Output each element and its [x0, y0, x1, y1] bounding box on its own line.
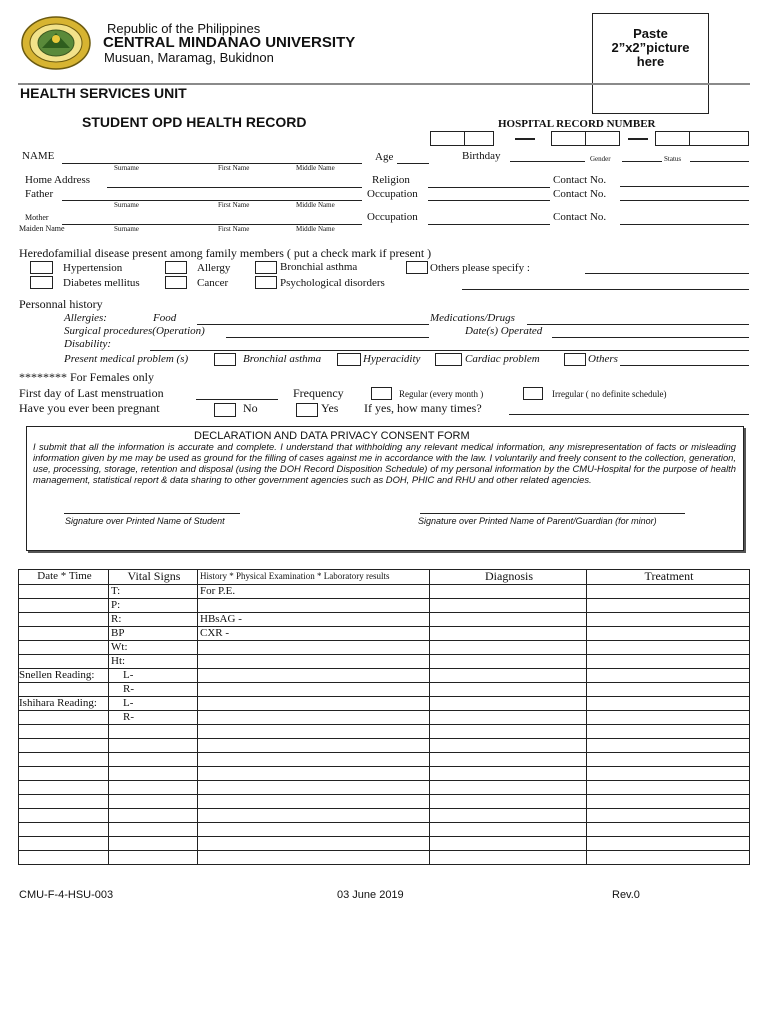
- birthday-field[interactable]: [510, 161, 585, 162]
- table-cell[interactable]: [587, 739, 750, 753]
- checkbox-others[interactable]: [406, 261, 428, 274]
- form-rev: Rev.0: [612, 889, 640, 901]
- checkbox-allergy[interactable]: [165, 261, 187, 274]
- table-row: [19, 683, 750, 697]
- checkbox-regular[interactable]: [371, 387, 392, 400]
- table-cell[interactable]: For P.E.: [198, 585, 430, 599]
- hrn-box-3[interactable]: [551, 131, 586, 146]
- table-cell[interactable]: [198, 837, 430, 851]
- table-row: [19, 711, 750, 725]
- table-cell[interactable]: [587, 683, 750, 697]
- table-cell[interactable]: [430, 683, 587, 697]
- home-address-field[interactable]: [107, 187, 362, 188]
- table-cell[interactable]: [430, 697, 587, 711]
- table-row: [19, 585, 750, 599]
- table-cell[interactable]: [587, 711, 750, 725]
- table-cell[interactable]: [19, 781, 109, 795]
- table-row: [19, 837, 750, 851]
- table-cell[interactable]: [198, 809, 430, 823]
- table-cell[interactable]: [19, 641, 109, 655]
- table-cell[interactable]: [19, 837, 109, 851]
- table-cell[interactable]: [430, 669, 587, 683]
- maiden-label: Maiden Name: [19, 224, 65, 233]
- table-row: [19, 627, 750, 641]
- checkbox-psych[interactable]: [255, 276, 277, 289]
- table-cell[interactable]: [198, 599, 430, 613]
- table-cell[interactable]: [198, 669, 430, 683]
- table-cell[interactable]: [198, 641, 430, 655]
- table-cell[interactable]: [587, 627, 750, 641]
- table-row: [19, 669, 750, 683]
- contact-label-2: Contact No.: [553, 188, 607, 200]
- table-cell[interactable]: [19, 711, 109, 725]
- table-cell[interactable]: Ht:: [109, 655, 198, 669]
- table-cell[interactable]: R:: [109, 613, 198, 627]
- table-cell[interactable]: [109, 795, 198, 809]
- table-cell[interactable]: R-: [109, 711, 198, 725]
- table-cell[interactable]: [587, 767, 750, 781]
- table-cell[interactable]: [198, 753, 430, 767]
- table-row: [19, 795, 750, 809]
- table-cell[interactable]: [587, 725, 750, 739]
- hrn-box-1[interactable]: [430, 131, 465, 146]
- table-cell[interactable]: [430, 613, 587, 627]
- table-row: [19, 697, 750, 711]
- gender-label: Gender: [590, 155, 611, 163]
- father-occupation-field[interactable]: [428, 200, 550, 201]
- table-cell[interactable]: [198, 781, 430, 795]
- table-row: [19, 753, 750, 767]
- table-cell[interactable]: [109, 753, 198, 767]
- table-cell[interactable]: T:: [109, 585, 198, 599]
- table-cell[interactable]: [198, 795, 430, 809]
- hrn-box-6[interactable]: [689, 131, 749, 146]
- table-cell[interactable]: [587, 655, 750, 669]
- birthday-label: Birthday: [462, 150, 501, 162]
- table-cell[interactable]: [19, 809, 109, 823]
- table-cell[interactable]: L-: [109, 697, 198, 711]
- mother-occupation-label: Occupation: [367, 211, 418, 223]
- table-cell[interactable]: [19, 753, 109, 767]
- table-row: [19, 851, 750, 865]
- table-cell[interactable]: [198, 655, 430, 669]
- table-cell[interactable]: Wt:: [109, 641, 198, 655]
- table-cell[interactable]: [109, 837, 198, 851]
- table-cell[interactable]: HBsAG -: [198, 613, 430, 627]
- table-cell[interactable]: [198, 767, 430, 781]
- checkbox-problem-others[interactable]: [564, 353, 586, 366]
- parent-signature-line[interactable]: [420, 513, 685, 514]
- father-label: Father: [25, 188, 54, 200]
- checkbox-problem-hyperacidity[interactable]: [337, 353, 361, 366]
- photo-box-label: Paste 2”x2”picture here: [611, 26, 690, 69]
- table-cell[interactable]: [198, 725, 430, 739]
- gender-field[interactable]: [622, 161, 662, 162]
- table-cell[interactable]: [198, 683, 430, 697]
- table-cell[interactable]: [198, 697, 430, 711]
- table-row: [19, 725, 750, 739]
- table-cell[interactable]: Snellen Reading:: [19, 669, 109, 683]
- females-title: ******** For Females only: [19, 370, 154, 384]
- table-cell[interactable]: [198, 823, 430, 837]
- table-cell[interactable]: [430, 795, 587, 809]
- unit-title: HEALTH SERVICES UNIT: [20, 85, 187, 101]
- table-row: [19, 809, 750, 823]
- table-cell[interactable]: [109, 767, 198, 781]
- table-row: [19, 655, 750, 669]
- home-address-label: Home Address: [25, 174, 91, 186]
- contact-field-1[interactable]: [620, 186, 749, 187]
- how-many-label: If yes, how many times?: [364, 401, 482, 415]
- table-cell[interactable]: [587, 753, 750, 767]
- table-cell[interactable]: CXR -: [198, 627, 430, 641]
- university-name: CENTRAL MINDANAO UNIVERSITY: [103, 34, 356, 51]
- table-cell[interactable]: [19, 627, 109, 641]
- contact-label-1: Contact No.: [553, 174, 607, 186]
- table-row: [19, 613, 750, 627]
- table-cell[interactable]: [19, 683, 109, 697]
- table-cell[interactable]: [587, 641, 750, 655]
- form-title: STUDENT OPD HEALTH RECORD: [82, 114, 307, 130]
- problem-others-field[interactable]: [620, 365, 749, 366]
- table-cell[interactable]: [430, 725, 587, 739]
- table-cell[interactable]: [587, 599, 750, 613]
- university-address: Musuan, Maramag, Bukidnon: [104, 50, 274, 65]
- table-cell[interactable]: [430, 767, 587, 781]
- student-signature-line[interactable]: [64, 513, 240, 514]
- table-cell[interactable]: [109, 851, 198, 865]
- table-row: [19, 739, 750, 753]
- mother-label: Mother: [25, 213, 49, 222]
- table-cell[interactable]: [19, 851, 109, 865]
- table-row: [19, 641, 750, 655]
- header-treatment: Treatment: [587, 570, 750, 585]
- table-cell[interactable]: [109, 725, 198, 739]
- table-cell[interactable]: [587, 613, 750, 627]
- table-cell[interactable]: [19, 823, 109, 837]
- surgical-field[interactable]: [226, 337, 429, 338]
- table-cell[interactable]: [430, 837, 587, 851]
- table-cell[interactable]: [109, 739, 198, 753]
- declaration-title: DECLARATION AND DATA PRIVACY CONSENT FORM: [194, 430, 470, 442]
- checkbox-no[interactable]: [214, 403, 236, 417]
- table-cell[interactable]: [19, 767, 109, 781]
- status-label: Status: [664, 155, 682, 163]
- age-field[interactable]: [397, 163, 429, 164]
- father-occupation-label: Occupation: [367, 188, 418, 200]
- status-field[interactable]: [690, 161, 749, 162]
- table-row: [19, 823, 750, 837]
- header-diagnosis: Diagnosis: [430, 570, 587, 585]
- table-cell[interactable]: [19, 725, 109, 739]
- table-cell[interactable]: [430, 711, 587, 725]
- table-cell[interactable]: [109, 781, 198, 795]
- table-cell[interactable]: [19, 585, 109, 599]
- table-cell[interactable]: [430, 809, 587, 823]
- first-day-field[interactable]: [196, 399, 278, 400]
- table-cell[interactable]: [430, 599, 587, 613]
- consultation-table: [18, 569, 750, 865]
- table-cell[interactable]: [430, 823, 587, 837]
- first-day-label: First day of Last menstruation: [19, 386, 164, 400]
- table-row: [19, 599, 750, 613]
- form-date: 03 June 2019: [337, 889, 404, 901]
- table-cell[interactable]: [198, 739, 430, 753]
- checkbox-diabetes[interactable]: [30, 276, 53, 289]
- table-cell[interactable]: [587, 669, 750, 683]
- others-specify-field[interactable]: [585, 273, 749, 274]
- table-cell[interactable]: [430, 655, 587, 669]
- how-many-field[interactable]: [509, 414, 749, 415]
- table-cell[interactable]: [19, 613, 109, 627]
- contact-label-3: Contact No.: [553, 211, 607, 223]
- table-cell[interactable]: [430, 641, 587, 655]
- republic-line: Republic of the Philippines: [107, 21, 261, 36]
- checkbox-problem-cardiac[interactable]: [435, 353, 462, 366]
- drug-allergy-field[interactable]: [527, 324, 749, 325]
- table-cell[interactable]: R-: [109, 683, 198, 697]
- table-cell[interactable]: [109, 823, 198, 837]
- table-cell[interactable]: [587, 697, 750, 711]
- header-history: History * Physical Examination * Laboratory results: [198, 570, 430, 585]
- name-label: NAME: [22, 150, 55, 162]
- checkbox-problem-asthma[interactable]: [214, 353, 236, 366]
- checkbox-cancer[interactable]: [165, 276, 187, 289]
- table-cell[interactable]: [587, 851, 750, 865]
- table-cell[interactable]: [430, 781, 587, 795]
- table-cell[interactable]: [19, 795, 109, 809]
- food-allergy-field[interactable]: [197, 324, 429, 325]
- header-date: Date * Time: [19, 570, 109, 585]
- university-seal: [20, 15, 92, 76]
- table-cell[interactable]: Ishihara Reading:: [19, 697, 109, 711]
- checkbox-hypertension[interactable]: [30, 261, 53, 274]
- hrn-box-4[interactable]: [585, 131, 620, 146]
- table-row: [19, 767, 750, 781]
- table-cell[interactable]: [198, 711, 430, 725]
- checkbox-irregular[interactable]: [523, 387, 543, 400]
- table-cell[interactable]: [19, 599, 109, 613]
- frequency-label: Frequency: [293, 386, 344, 400]
- table-cell[interactable]: P:: [109, 599, 198, 613]
- table-cell[interactable]: [430, 851, 587, 865]
- age-label: Age: [375, 151, 394, 163]
- table-row: [19, 781, 750, 795]
- religion-label: Religion: [372, 174, 410, 186]
- table-cell[interactable]: BP: [109, 627, 198, 641]
- mother-occupation-field[interactable]: [428, 224, 550, 225]
- table-cell[interactable]: L-: [109, 669, 198, 683]
- table-cell[interactable]: [430, 585, 587, 599]
- table-cell[interactable]: [587, 837, 750, 851]
- others-specify-field-2[interactable]: [462, 289, 749, 290]
- table-cell[interactable]: [19, 739, 109, 753]
- table-cell[interactable]: [109, 809, 198, 823]
- checkbox-yes[interactable]: [296, 403, 318, 417]
- table-cell[interactable]: [430, 739, 587, 753]
- table-cell[interactable]: [19, 655, 109, 669]
- table-cell[interactable]: [587, 781, 750, 795]
- personal-history-title: Personnal history: [19, 297, 103, 311]
- contact-field-2[interactable]: [620, 200, 749, 201]
- table-cell[interactable]: [587, 585, 750, 599]
- table-cell[interactable]: [587, 809, 750, 823]
- hrn-box-2[interactable]: [464, 131, 494, 146]
- table-cell[interactable]: [430, 627, 587, 641]
- table-cell[interactable]: [587, 823, 750, 837]
- hospital-record-label: HOSPITAL RECORD NUMBER: [498, 118, 656, 130]
- declaration-body: I submit that all the information is accurate and complete. I understand that withholding any relevant medical information, any misrepresentation of facts or misleading information given by me may be used as ground for the filling of cases against me in accordance with the law. I voluntarily and freely consent to the collection, generation, use, processing, storage, retention and disposal (using the DOH Record Disposition Schedule) of my personal information by the CMU-Hospital for the purpose of health management, statistical report & data sharing to other government agencies such as DOH, PHIC and RHU and other related agencies.: [33, 441, 736, 485]
- hrn-box-5[interactable]: [655, 131, 690, 146]
- header-vitals: Vital Signs: [109, 570, 198, 585]
- checkbox-bronchial-asthma[interactable]: [255, 261, 277, 274]
- heredo-title: Heredofamilial disease present among family members ( put a check mark if present ): [19, 246, 432, 260]
- disability-field[interactable]: [150, 350, 749, 351]
- religion-field[interactable]: [428, 187, 550, 188]
- table-cell[interactable]: [587, 795, 750, 809]
- dates-operated-field[interactable]: [552, 337, 749, 338]
- table-cell[interactable]: [198, 851, 430, 865]
- pregnant-label: Have you ever been pregnant: [19, 401, 160, 415]
- form-code: CMU-F-4-HSU-003: [19, 889, 114, 901]
- contact-field-3[interactable]: [620, 224, 749, 225]
- table-cell[interactable]: [430, 753, 587, 767]
